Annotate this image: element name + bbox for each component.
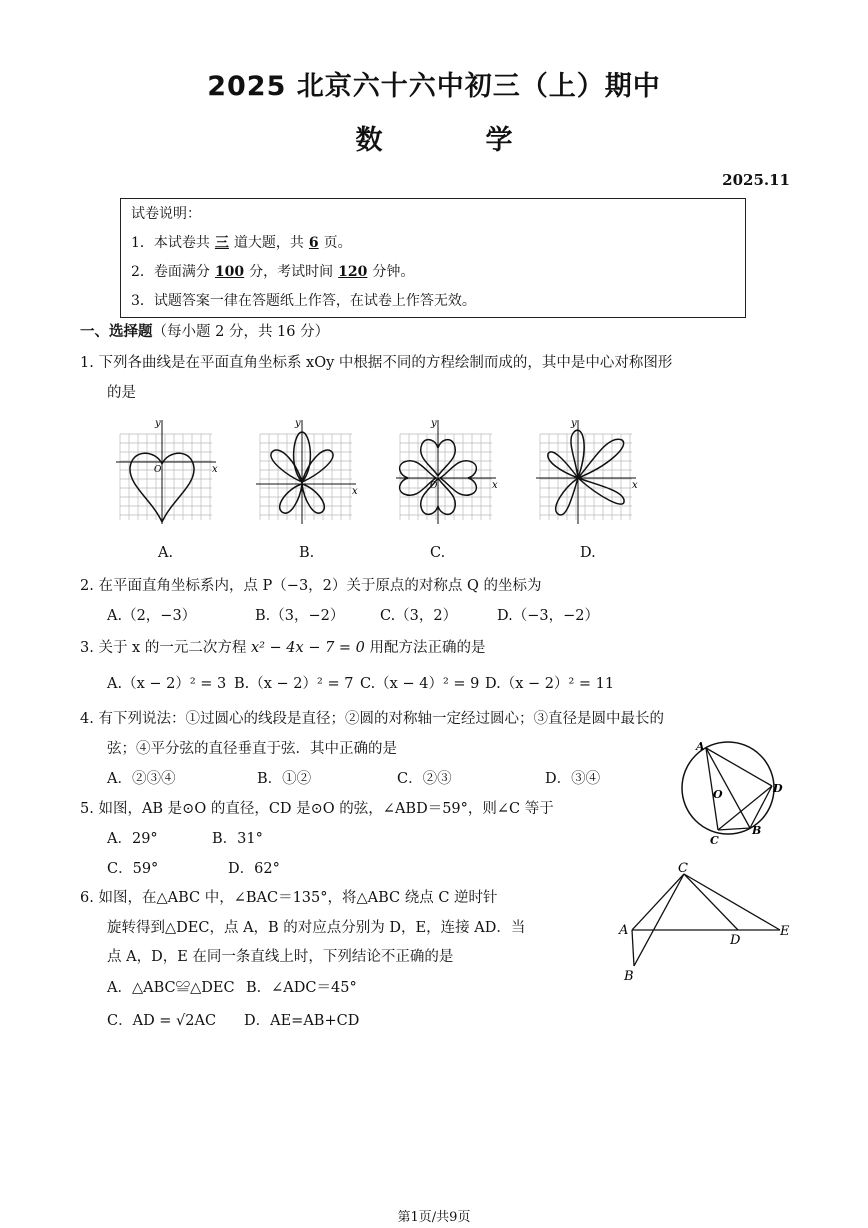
q2-option-c[interactable]: C.（3，2） — [380, 608, 458, 624]
instruction-1-sections: 三 — [214, 235, 229, 251]
question-5-text: 5. 如图，AB 是⊙O 的直径，CD 是⊙O 的弦，∠ABD＝59°，则∠C 等于 — [80, 801, 554, 817]
page-number: 第1页/共9页 — [397, 1210, 471, 1225]
svg-text:x: x — [352, 486, 358, 497]
q5-label-o: O — [713, 788, 723, 801]
section-heading — [80, 320, 329, 341]
q3-text-pre: 3. 关于 x 的一元二次方程 — [80, 640, 247, 656]
q3-text-post: 用配方法正确的是 — [369, 640, 486, 656]
instruction-3: 3．试题答案一律在答题纸上作答，在试卷上作答无效。 — [131, 293, 476, 309]
q3-option-b[interactable]: B.（x − 2）² = 7 — [234, 676, 354, 692]
q6-label-e: E — [780, 924, 790, 939]
q6-triangle-figure — [614, 858, 798, 986]
q6-option-a[interactable]: A．△ABC≌△DEC — [107, 980, 235, 996]
instruction-1-pre: 1．本试卷共 — [131, 235, 210, 251]
q6-label-a: A — [619, 923, 629, 938]
q4-option-c[interactable]: C．②③ — [397, 771, 452, 787]
question-6-text: 6. 如图，在△ABC 中，∠BAC＝135°，将△ABC 绕点 C 逆时针 — [80, 890, 498, 906]
instruction-1-pages: 6 — [308, 235, 319, 251]
instruction-1 — [131, 232, 352, 252]
svg-text:y: y — [155, 418, 161, 429]
section-label: 一、选择题 — [80, 323, 153, 340]
q5-label-b: B — [752, 824, 762, 837]
instruction-2-post: 分钟。 — [372, 264, 415, 280]
question-6-text-cont1: 旋转得到△DEC，点 A，B 的对应点分别为 D，E，连接 AD．当 — [107, 920, 526, 936]
q5-option-d[interactable]: D．62° — [228, 861, 280, 877]
q5-option-b[interactable]: B．31° — [212, 831, 263, 847]
instruction-1-mid: 道大题，共 — [233, 235, 304, 251]
question-4-text-cont: 弦；④平分弦的直径垂直于弦．其中正确的是 — [107, 741, 397, 757]
q6-option-d[interactable]: D．AE=AB+CD — [244, 1013, 360, 1029]
q1-option-d[interactable]: D. — [580, 545, 596, 561]
q3-option-d[interactable]: D.（x − 2）² = 11 — [485, 676, 615, 692]
q5-label-d: D — [773, 782, 783, 795]
svg-text:x: x — [492, 480, 498, 491]
question-1-text: 1. 下列各曲线是在平面直角坐标系 xOy 中根据不同的方程绘制而成的，其中是中心对称图形 — [80, 355, 673, 371]
q5-option-c[interactable]: C．59° — [107, 861, 159, 877]
svg-text:x: x — [212, 464, 218, 475]
svg-text:O: O — [430, 481, 438, 491]
subject-title: 数 学 — [355, 125, 551, 156]
svg-text:x: x — [632, 480, 638, 491]
q4-option-d[interactable]: D．③④ — [545, 771, 601, 787]
q1-option-a[interactable]: A. — [158, 545, 174, 561]
q3-option-c[interactable]: C.（x − 4）² = 9 — [360, 676, 480, 692]
section-note: （每小题 2 分，共 16 分） — [152, 324, 330, 340]
graph-b-four-petals — [252, 414, 362, 526]
q2-option-b[interactable]: B.（3，−2） — [255, 608, 345, 624]
instruction-2 — [131, 261, 414, 281]
exam-title: 2025 北京六十六中初三（上）期中 — [207, 71, 661, 102]
instruction-2-pre: 2．卷面满分 — [131, 264, 210, 280]
q1-option-b[interactable]: B. — [299, 545, 315, 561]
svg-text:y: y — [295, 418, 301, 429]
graph-c-four-hearts — [392, 414, 502, 526]
exam-instructions-box — [120, 198, 746, 318]
q1-option-c[interactable]: C. — [430, 545, 446, 561]
q6-label-b: B — [624, 969, 634, 984]
instruction-2-mid: 分，考试时间 — [249, 264, 334, 280]
question-2-text: 2. 在平面直角坐标系内，点 P（−3，2）关于原点的对称点 Q 的坐标为 — [80, 578, 542, 594]
graph-a-heart — [112, 414, 222, 526]
q6-option-c[interactable]: C．AD = √2AC — [107, 1013, 217, 1029]
instruction-2-time: 120 — [338, 264, 368, 280]
q6-label-c: C — [678, 861, 688, 876]
q3-option-a[interactable]: A.（x − 2）² = 3 — [107, 676, 227, 692]
question-4-text: 4. 有下列说法：①过圆心的线段是直径；②圆的对称轴一定经过圆心；③直径是圆中最长的 — [80, 711, 664, 727]
instructions-heading: 试卷说明： — [131, 206, 201, 222]
svg-text:y: y — [431, 418, 437, 429]
graph-d-three-petals — [532, 414, 642, 526]
question-1-text-cont: 的是 — [107, 385, 136, 401]
question-3-text — [80, 636, 486, 657]
q4-option-a[interactable]: A．②③④ — [107, 771, 176, 787]
instruction-2-score: 100 — [214, 264, 245, 280]
svg-text:O: O — [154, 465, 162, 475]
q5-option-a[interactable]: A．29° — [107, 831, 158, 847]
svg-text:y: y — [571, 418, 577, 429]
q6-option-b[interactable]: B．∠ADC＝45° — [246, 980, 357, 996]
q3-equation: x² − 4x − 7 = 0 — [250, 640, 365, 656]
question-6-text-cont2: 点 A，D，E 在同一条直线上时，下列结论不正确的是 — [107, 949, 454, 965]
instruction-1-post: 页。 — [323, 235, 352, 251]
q6-label-d: D — [730, 933, 741, 948]
q2-option-d[interactable]: D.（−3，−2） — [497, 608, 599, 624]
q5-label-c: C — [710, 834, 719, 847]
q2-option-a[interactable]: A.（2，−3） — [107, 608, 197, 624]
q5-label-a: A — [696, 740, 705, 753]
q5-circle-figure — [670, 736, 800, 851]
q4-option-b[interactable]: B．①② — [257, 771, 312, 787]
exam-date: 2025.11 — [722, 171, 790, 189]
